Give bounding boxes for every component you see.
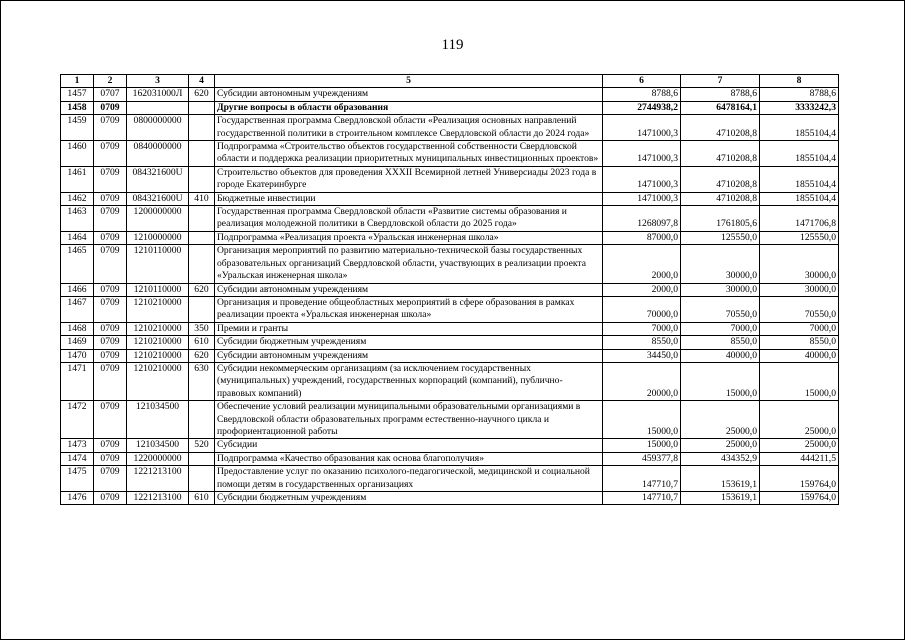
cell-expense-type	[189, 206, 215, 232]
table-row	[61, 115, 839, 141]
cell-row-number: 1464	[61, 231, 94, 244]
cell-section-code: 0709	[94, 296, 127, 322]
cell-amount-8: 25000,0	[760, 401, 839, 439]
cell-amount-7: 1761805,6	[681, 206, 760, 232]
table-row	[61, 362, 839, 400]
cell-row-number: 1473	[61, 439, 94, 452]
cell-expense-type	[189, 101, 215, 114]
cell-amount-7: 25000,0	[681, 439, 760, 452]
table-row	[61, 88, 839, 101]
cell-amount-8: 8550,0	[760, 336, 839, 349]
cell-expense-type	[189, 166, 215, 192]
table-row	[61, 401, 839, 439]
cell-expense-type	[189, 245, 215, 283]
cell-row-number: 1460	[61, 141, 94, 167]
cell-section-code: 0709	[94, 192, 127, 205]
cell-item-name: Организация мероприятий по развитию материально-технической базы государственных образовательных организаций Свердловской области, участвующих в реализации проекта «Уральская инженерная школа»	[215, 245, 603, 283]
cell-item-name: Подпрограмма «Реализация проекта «Уральская инженерная школа»	[215, 231, 603, 244]
cell-target-code: 1210110000	[127, 245, 189, 283]
cell-section-code: 0709	[94, 466, 127, 492]
cell-target-code: 1210110000	[127, 283, 189, 296]
cell-target-code: 0800000000	[127, 115, 189, 141]
cell-section-code: 0709	[94, 115, 127, 141]
cell-row-number: 1474	[61, 452, 94, 465]
cell-section-code: 0709	[94, 245, 127, 283]
cell-expense-type	[189, 452, 215, 465]
cell-amount-7: 153619,1	[681, 492, 760, 505]
col-header-5: 5	[215, 75, 603, 88]
table-row	[61, 206, 839, 232]
cell-amount-8: 30000,0	[760, 245, 839, 283]
cell-expense-type	[189, 141, 215, 167]
cell-amount-7: 153619,1	[681, 466, 760, 492]
cell-target-code: 1210210000	[127, 362, 189, 400]
cell-row-number: 1471	[61, 362, 94, 400]
table-row	[61, 192, 839, 205]
cell-item-name: Субсидии автономным учреждениям	[215, 88, 603, 101]
cell-item-name: Другие вопросы в области образования	[215, 101, 603, 114]
cell-row-number: 1458	[61, 101, 94, 114]
table-row	[61, 101, 839, 114]
cell-item-name: Бюджетные инвестиции	[215, 192, 603, 205]
cell-row-number: 1469	[61, 336, 94, 349]
cell-expense-type: 410	[189, 192, 215, 205]
cell-amount-7: 125550,0	[681, 231, 760, 244]
table-row	[61, 439, 839, 452]
cell-expense-type: 610	[189, 492, 215, 505]
table-row	[61, 336, 839, 349]
table-row	[61, 466, 839, 492]
table-row	[61, 322, 839, 335]
cell-expense-type	[189, 296, 215, 322]
cell-amount-8: 25000,0	[760, 439, 839, 452]
cell-amount-7: 8788,6	[681, 88, 760, 101]
cell-target-code: 1210210000	[127, 296, 189, 322]
cell-expense-type: 520	[189, 439, 215, 452]
cell-amount-6: 87000,0	[603, 231, 681, 244]
table-row	[61, 296, 839, 322]
cell-row-number: 1476	[61, 492, 94, 505]
cell-amount-8: 1855104,4	[760, 115, 839, 141]
table-row	[61, 141, 839, 167]
cell-amount-6: 147710,7	[603, 466, 681, 492]
cell-row-number: 1468	[61, 322, 94, 335]
cell-amount-8: 15000,0	[760, 362, 839, 400]
cell-section-code: 0709	[94, 439, 127, 452]
cell-section-code: 0709	[94, 349, 127, 362]
cell-item-name: Обеспечение условий реализации муниципальными образовательными организациями в Свердловской области образовательных программ естественно-научного цикла и профориентационной работы	[215, 401, 603, 439]
cell-amount-6: 20000,0	[603, 362, 681, 400]
cell-section-code: 0709	[94, 101, 127, 114]
cell-amount-7: 25000,0	[681, 401, 760, 439]
cell-row-number: 1457	[61, 88, 94, 101]
cell-item-name: Организация и проведение общеобластных мероприятий в сфере образования в рамках реализации проекта «Уральская инженерная школа»	[215, 296, 603, 322]
cell-target-code: 1221213100	[127, 466, 189, 492]
cell-section-code: 0709	[94, 401, 127, 439]
cell-expense-type: 350	[189, 322, 215, 335]
table-row	[61, 492, 839, 505]
cell-amount-7: 15000,0	[681, 362, 760, 400]
cell-target-code	[127, 101, 189, 114]
cell-section-code: 0709	[94, 492, 127, 505]
cell-amount-7: 4710208,8	[681, 192, 760, 205]
cell-target-code: 084321600U	[127, 166, 189, 192]
cell-amount-7: 6478164,1	[681, 101, 760, 114]
cell-amount-8: 8788,6	[760, 88, 839, 101]
cell-amount-7: 30000,0	[681, 245, 760, 283]
cell-target-code: 1210000000	[127, 231, 189, 244]
cell-amount-7: 70550,0	[681, 296, 760, 322]
cell-amount-6: 15000,0	[603, 401, 681, 439]
cell-amount-8: 1855104,4	[760, 192, 839, 205]
cell-amount-6: 1471000,3	[603, 192, 681, 205]
cell-amount-6: 7000,0	[603, 322, 681, 335]
cell-item-name: Строительство объектов для проведения XXXII Всемирной летней Универсиады 2023 года в городе Екатеринбурге	[215, 166, 603, 192]
cell-amount-6: 147710,7	[603, 492, 681, 505]
cell-amount-7: 40000,0	[681, 349, 760, 362]
cell-amount-8: 30000,0	[760, 283, 839, 296]
cell-expense-type: 610	[189, 336, 215, 349]
cell-row-number: 1467	[61, 296, 94, 322]
cell-section-code: 0709	[94, 231, 127, 244]
table-row	[61, 245, 839, 283]
cell-row-number: 1472	[61, 401, 94, 439]
cell-amount-6: 70000,0	[603, 296, 681, 322]
cell-target-code: 1210210000	[127, 336, 189, 349]
cell-row-number: 1470	[61, 349, 94, 362]
cell-expense-type	[189, 401, 215, 439]
cell-amount-6: 2000,0	[603, 283, 681, 296]
cell-amount-7: 4710208,8	[681, 115, 760, 141]
cell-section-code: 0709	[94, 362, 127, 400]
cell-amount-7: 8550,0	[681, 336, 760, 349]
cell-amount-7: 4710208,8	[681, 166, 760, 192]
cell-item-name: Субсидии автономным учреждениям	[215, 349, 603, 362]
table-row	[61, 166, 839, 192]
cell-amount-6: 2744938,2	[603, 101, 681, 114]
cell-amount-8: 159764,0	[760, 466, 839, 492]
cell-section-code: 0709	[94, 452, 127, 465]
page-number: 119	[441, 37, 464, 53]
cell-amount-6: 1268097,8	[603, 206, 681, 232]
cell-expense-type: 620	[189, 283, 215, 296]
cell-amount-8: 3333242,3	[760, 101, 839, 114]
cell-target-code: 1220000000	[127, 452, 189, 465]
cell-amount-8: 1855104,4	[760, 141, 839, 167]
cell-target-code: 0840000000	[127, 141, 189, 167]
cell-item-name: Субсидии некоммерческим организациям (за исключением государственных (муниципальных) учреждений, государственных корпораций (компаний), публично-правовых компаний)	[215, 362, 603, 400]
cell-amount-6: 8788,6	[603, 88, 681, 101]
cell-amount-7: 434352,9	[681, 452, 760, 465]
cell-section-code: 0709	[94, 336, 127, 349]
cell-row-number: 1459	[61, 115, 94, 141]
table-body	[61, 88, 839, 505]
cell-amount-8: 40000,0	[760, 349, 839, 362]
cell-amount-6: 15000,0	[603, 439, 681, 452]
col-header-1: 1	[61, 75, 94, 88]
cell-amount-8: 1855104,4	[760, 166, 839, 192]
col-header-2: 2	[94, 75, 127, 88]
cell-amount-8: 7000,0	[760, 322, 839, 335]
cell-item-name: Подпрограмма «Строительство объектов государственной собственности Свердловской области и поддержка реализации приоритетных муниципальных инвестиционных проектов»	[215, 141, 603, 167]
cell-item-name: Субсидии бюджетным учреждениям	[215, 336, 603, 349]
cell-item-name: Государственная программа Свердловской области «Реализация основных направлений государственной политики в строительном комплексе Свердловской области до 2024 года»	[215, 115, 603, 141]
cell-target-code: 1200000000	[127, 206, 189, 232]
cell-target-code: 1221213100	[127, 492, 189, 505]
cell-amount-6: 1471000,3	[603, 166, 681, 192]
cell-item-name: Предоставление услуг по оказанию психолого-педагогической, медицинской и социальной помощи детям в государственных организациях	[215, 466, 603, 492]
col-header-7: 7	[681, 75, 760, 88]
cell-row-number: 1466	[61, 283, 94, 296]
cell-item-name: Субсидии автономным учреждениям	[215, 283, 603, 296]
cell-item-name: Субсидии бюджетным учреждениям	[215, 492, 603, 505]
cell-amount-8: 444211,5	[760, 452, 839, 465]
cell-row-number: 1463	[61, 206, 94, 232]
cell-target-code: 1210210000	[127, 349, 189, 362]
cell-expense-type	[189, 115, 215, 141]
table-row	[61, 452, 839, 465]
cell-row-number: 1465	[61, 245, 94, 283]
cell-amount-8: 159764,0	[760, 492, 839, 505]
header-row	[61, 75, 839, 88]
cell-item-name: Премии и гранты	[215, 322, 603, 335]
cell-amount-6: 1471000,3	[603, 115, 681, 141]
cell-expense-type: 620	[189, 88, 215, 101]
cell-expense-type: 620	[189, 349, 215, 362]
cell-amount-8: 70550,0	[760, 296, 839, 322]
table-row	[61, 349, 839, 362]
cell-section-code: 0709	[94, 166, 127, 192]
cell-amount-7: 30000,0	[681, 283, 760, 296]
col-header-8: 8	[760, 75, 839, 88]
cell-amount-6: 8550,0	[603, 336, 681, 349]
table-row	[61, 283, 839, 296]
cell-target-code: 084321600U	[127, 192, 189, 205]
cell-row-number: 1462	[61, 192, 94, 205]
cell-expense-type	[189, 466, 215, 492]
cell-row-number: 1461	[61, 166, 94, 192]
cell-item-name: Субсидии	[215, 439, 603, 452]
col-header-4: 4	[189, 75, 215, 88]
cell-amount-7: 4710208,8	[681, 141, 760, 167]
col-header-6: 6	[603, 75, 681, 88]
cell-amount-6: 34450,0	[603, 349, 681, 362]
cell-item-name: Подпрограмма «Качество образования как основа благополучия»	[215, 452, 603, 465]
cell-expense-type: 630	[189, 362, 215, 400]
cell-amount-8: 1471706,8	[760, 206, 839, 232]
cell-target-code: 121034500	[127, 401, 189, 439]
cell-amount-8: 125550,0	[760, 231, 839, 244]
cell-target-code: 162031000Л	[127, 88, 189, 101]
cell-section-code: 0709	[94, 141, 127, 167]
cell-target-code: 121034500	[127, 439, 189, 452]
cell-target-code: 1210210000	[127, 322, 189, 335]
cell-section-code: 0709	[94, 283, 127, 296]
cell-item-name: Государственная программа Свердловской области «Развитие системы образования и реализация молодежной политики в Свердловской области до 2025 года»	[215, 206, 603, 232]
cell-section-code: 0709	[94, 206, 127, 232]
budget-table	[60, 74, 839, 505]
cell-amount-6: 2000,0	[603, 245, 681, 283]
cell-amount-6: 459377,8	[603, 452, 681, 465]
cell-amount-7: 7000,0	[681, 322, 760, 335]
cell-expense-type	[189, 231, 215, 244]
col-header-3: 3	[127, 75, 189, 88]
cell-row-number: 1475	[61, 466, 94, 492]
cell-section-code: 0707	[94, 88, 127, 101]
cell-amount-6: 1471000,3	[603, 141, 681, 167]
table-row	[61, 231, 839, 244]
cell-section-code: 0709	[94, 322, 127, 335]
